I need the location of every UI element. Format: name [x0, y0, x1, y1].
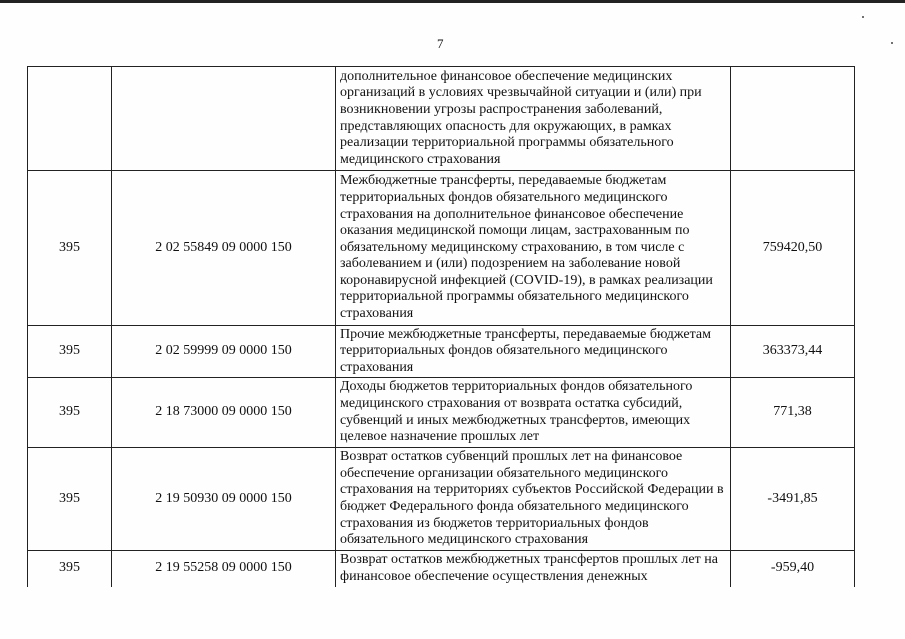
description-cell: дополнительное финансовое обеспечение медицинских организаций в условиях чрезвычайной ситуации и (или) при возникновении угрозы распространения заболеваний, представляющих опасность для окружающих, в рамках реализации территориальной программы обязательного медицинского страхования: [336, 67, 731, 171]
description-cell: Возврат остатков субвенций прошлых лет на финансовое обеспечение организации обязательного медицинского страхования на территориях субъектов Российской Федерации в бюджет Федерального фонда обязательного медицинского страхования из бюджетов территориальных фондов обязательного медицинского страхования: [336, 448, 731, 551]
admin-code-cell: 395: [28, 448, 112, 551]
revenue-table: [27, 66, 855, 587]
budget-code-cell: [112, 67, 336, 171]
budget-code-cell: 2 02 59999 09 0000 150: [112, 326, 336, 378]
budget-code-cell: 2 18 73000 09 0000 150: [112, 378, 336, 448]
table-row: [28, 551, 855, 587]
description-cell: Возврат остатков межбюджетных трансфертов прошлых лет на финансовое обеспечение осуществления денежных: [336, 551, 731, 587]
scan-speck: [891, 42, 893, 44]
amount-cell: -3491,85: [731, 448, 855, 551]
description-cell: Прочие межбюджетные трансферты, передаваемые бюджетам территориальных фондов обязательного медицинского страхования: [336, 326, 731, 378]
page-number: 7: [437, 36, 444, 51]
admin-code-cell: 395: [28, 378, 112, 448]
budget-code-cell: 2 19 50930 09 0000 150: [112, 448, 336, 551]
admin-code-cell: 395: [28, 171, 112, 326]
table-row: [28, 448, 855, 551]
admin-code-cell: [28, 67, 112, 171]
amount-cell: -959,40: [731, 551, 855, 587]
description-cell: Межбюджетные трансферты, передаваемые бюджетам территориальных фондов обязательного медицинского страхования на дополнительное финансовое обеспечение оказания медицинской помощи лицам, застрахованным по обязательному медицинскому страхованию, в том числе с заболеванием и (или) подозрением на заболевание новой коронавирусной инфекцией (COVID-19), в рамках реализации территориальной программы обязательного медицинского страхования: [336, 171, 731, 326]
description-cell: Доходы бюджетов территориальных фондов обязательного медицинского страхования от возврата остатка субсидий, субвенций и иных межбюджетных трансфертов, имеющих целевое назначение прошлых лет: [336, 378, 731, 448]
page-top-edge: [0, 0, 905, 3]
table-row: [28, 171, 855, 326]
amount-cell: [731, 67, 855, 171]
table-row: [28, 326, 855, 378]
budget-code-cell: 2 02 55849 09 0000 150: [112, 171, 336, 326]
admin-code-cell: 395: [28, 551, 112, 587]
scan-speck: [862, 16, 864, 18]
admin-code-cell: 395: [28, 326, 112, 378]
budget-code-cell: 2 19 55258 09 0000 150: [112, 551, 336, 587]
amount-cell: 771,38: [731, 378, 855, 448]
table-row: [28, 378, 855, 448]
table-row: [28, 67, 855, 171]
amount-cell: 759420,50: [731, 171, 855, 326]
amount-cell: 363373,44: [731, 326, 855, 378]
